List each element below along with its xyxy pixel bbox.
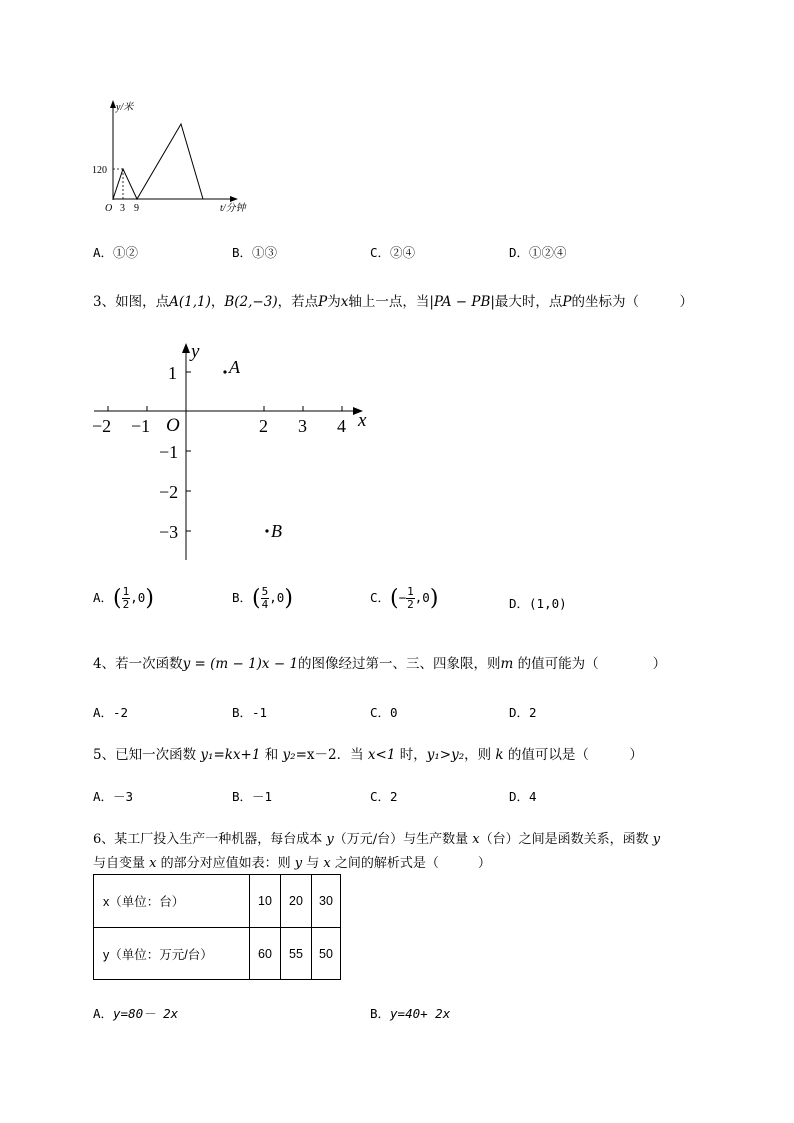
q3-point-a — [223, 370, 226, 373]
q5-option-c[interactable]: C．2 — [370, 789, 398, 804]
q6-cell: 50 — [312, 928, 341, 980]
q6-option-b[interactable]: B．y=40+ 2x — [370, 1006, 451, 1021]
q3-point-b-label: B — [271, 521, 282, 541]
q3-y-tick-neg2: −2 — [159, 482, 179, 502]
q3-y-arrow — [182, 343, 190, 353]
q6-row-y-label: y（单位：万元/台） — [94, 928, 250, 980]
q2-x-tick-3: 3 — [120, 203, 125, 214]
q3-coordinate-figure — [88, 338, 378, 568]
q3-option-c-fraction: $\frac{1}{2}$ — [407, 585, 414, 611]
q6-cell: 30 — [312, 875, 341, 928]
table-row — [94, 875, 341, 928]
q2-y-tick-120: 120 — [92, 165, 107, 176]
q3-option-a[interactable]: A．( $\frac{1}{2}$ ,0) — [93, 585, 154, 611]
q6-option-a[interactable]: A．y=80－ 2x — [93, 1006, 179, 1021]
q2-distance-line — [113, 124, 203, 199]
q2-x-tick-9: 9 — [134, 203, 139, 214]
q4-stem: 4、若一次函数y = (m − 1)x − 1的图像经过第一、三、四象限，则m 的值可能为（ ） — [93, 656, 667, 672]
q2-y-label: y/米 — [116, 102, 134, 113]
q2-option-d[interactable]: D．①②④ — [509, 245, 567, 260]
q3-x-tick-neg2: −2 — [92, 416, 112, 436]
q3-x-tick-neg1: −1 — [131, 416, 151, 436]
q6-stem-line2: 与自变量 x 的部分对应值如表：则 y 与 x 之间的解析式是（ ） — [93, 856, 491, 871]
table-row — [94, 928, 341, 980]
q2-option-b[interactable]: B．①③ — [232, 245, 278, 260]
q5-option-d[interactable]: D．4 — [509, 789, 537, 804]
q3-option-b-fraction: $\frac{5}{4}$ — [261, 585, 269, 611]
q3-x-tick-4: 4 — [337, 416, 346, 436]
q2-origin: O — [105, 203, 113, 214]
q5-stem: 5、已知一次函数 y₁=kx+1 和 y₂=x－2．当 x<1 时，y₁>y₂，则 k 的值可以是（ ） — [93, 747, 643, 763]
q6-value-table — [93, 874, 341, 980]
q3-x-axis-name: x — [358, 410, 367, 431]
q3-stem: 3、如图，点A(1,1)，B(2,−3)，若点P为x轴上一点，当|PA − PB|最大时，点P的坐标为（ ） — [93, 294, 694, 310]
q2-x-arrow — [230, 196, 238, 202]
q3-y-tick-1: 1 — [168, 363, 177, 383]
q3-x-tick-3: 3 — [298, 416, 307, 436]
q6-cell: 60 — [250, 928, 281, 980]
q4-option-c[interactable]: C．0 — [370, 705, 398, 720]
q6-cell: 20 — [281, 875, 312, 928]
q6-stem-line1: 6、某工厂投入生产一种机器，每台成本 y（万元/台）与生产数量 x（台）之间是函数关系，函数 y — [93, 832, 661, 847]
q3-point-a-label: A — [229, 357, 240, 377]
q2-x-label: t/分钟 — [220, 203, 246, 214]
q6-cell: 10 — [250, 875, 281, 928]
q2-option-a[interactable]: A．①② — [93, 245, 139, 260]
q5-option-a[interactable]: A．－3 — [93, 789, 134, 804]
q3-option-b[interactable]: B．( $\frac{5}{4}$ ,0) — [232, 585, 293, 611]
q3-y-tick-neg1: −1 — [159, 442, 179, 462]
q3-x-tick-2: 2 — [259, 416, 268, 436]
q6-row-x-label: x（单位：台） — [94, 875, 250, 928]
q3-y-axis-name: y — [191, 341, 200, 362]
q3-option-a-fraction: $\frac{1}{2}$ — [122, 585, 130, 611]
q3-point-b — [265, 529, 268, 532]
q2-distance-time-graph — [90, 95, 260, 220]
q2-option-c[interactable]: C．②④ — [370, 245, 416, 260]
q4-option-d[interactable]: D．2 — [509, 705, 537, 720]
q3-y-tick-neg3: −3 — [159, 522, 179, 542]
q3-origin: O — [166, 415, 180, 436]
q4-option-b[interactable]: B．-1 — [232, 705, 268, 720]
q4-option-a[interactable]: A．-2 — [93, 705, 129, 720]
q3-option-d[interactable]: D．(1,0) — [509, 596, 567, 611]
q6-cell: 55 — [281, 928, 312, 980]
q3-option-c[interactable]: C．(− $\frac{1}{2}$ ,0) — [370, 585, 439, 611]
q5-option-b[interactable]: B．－1 — [232, 789, 273, 804]
